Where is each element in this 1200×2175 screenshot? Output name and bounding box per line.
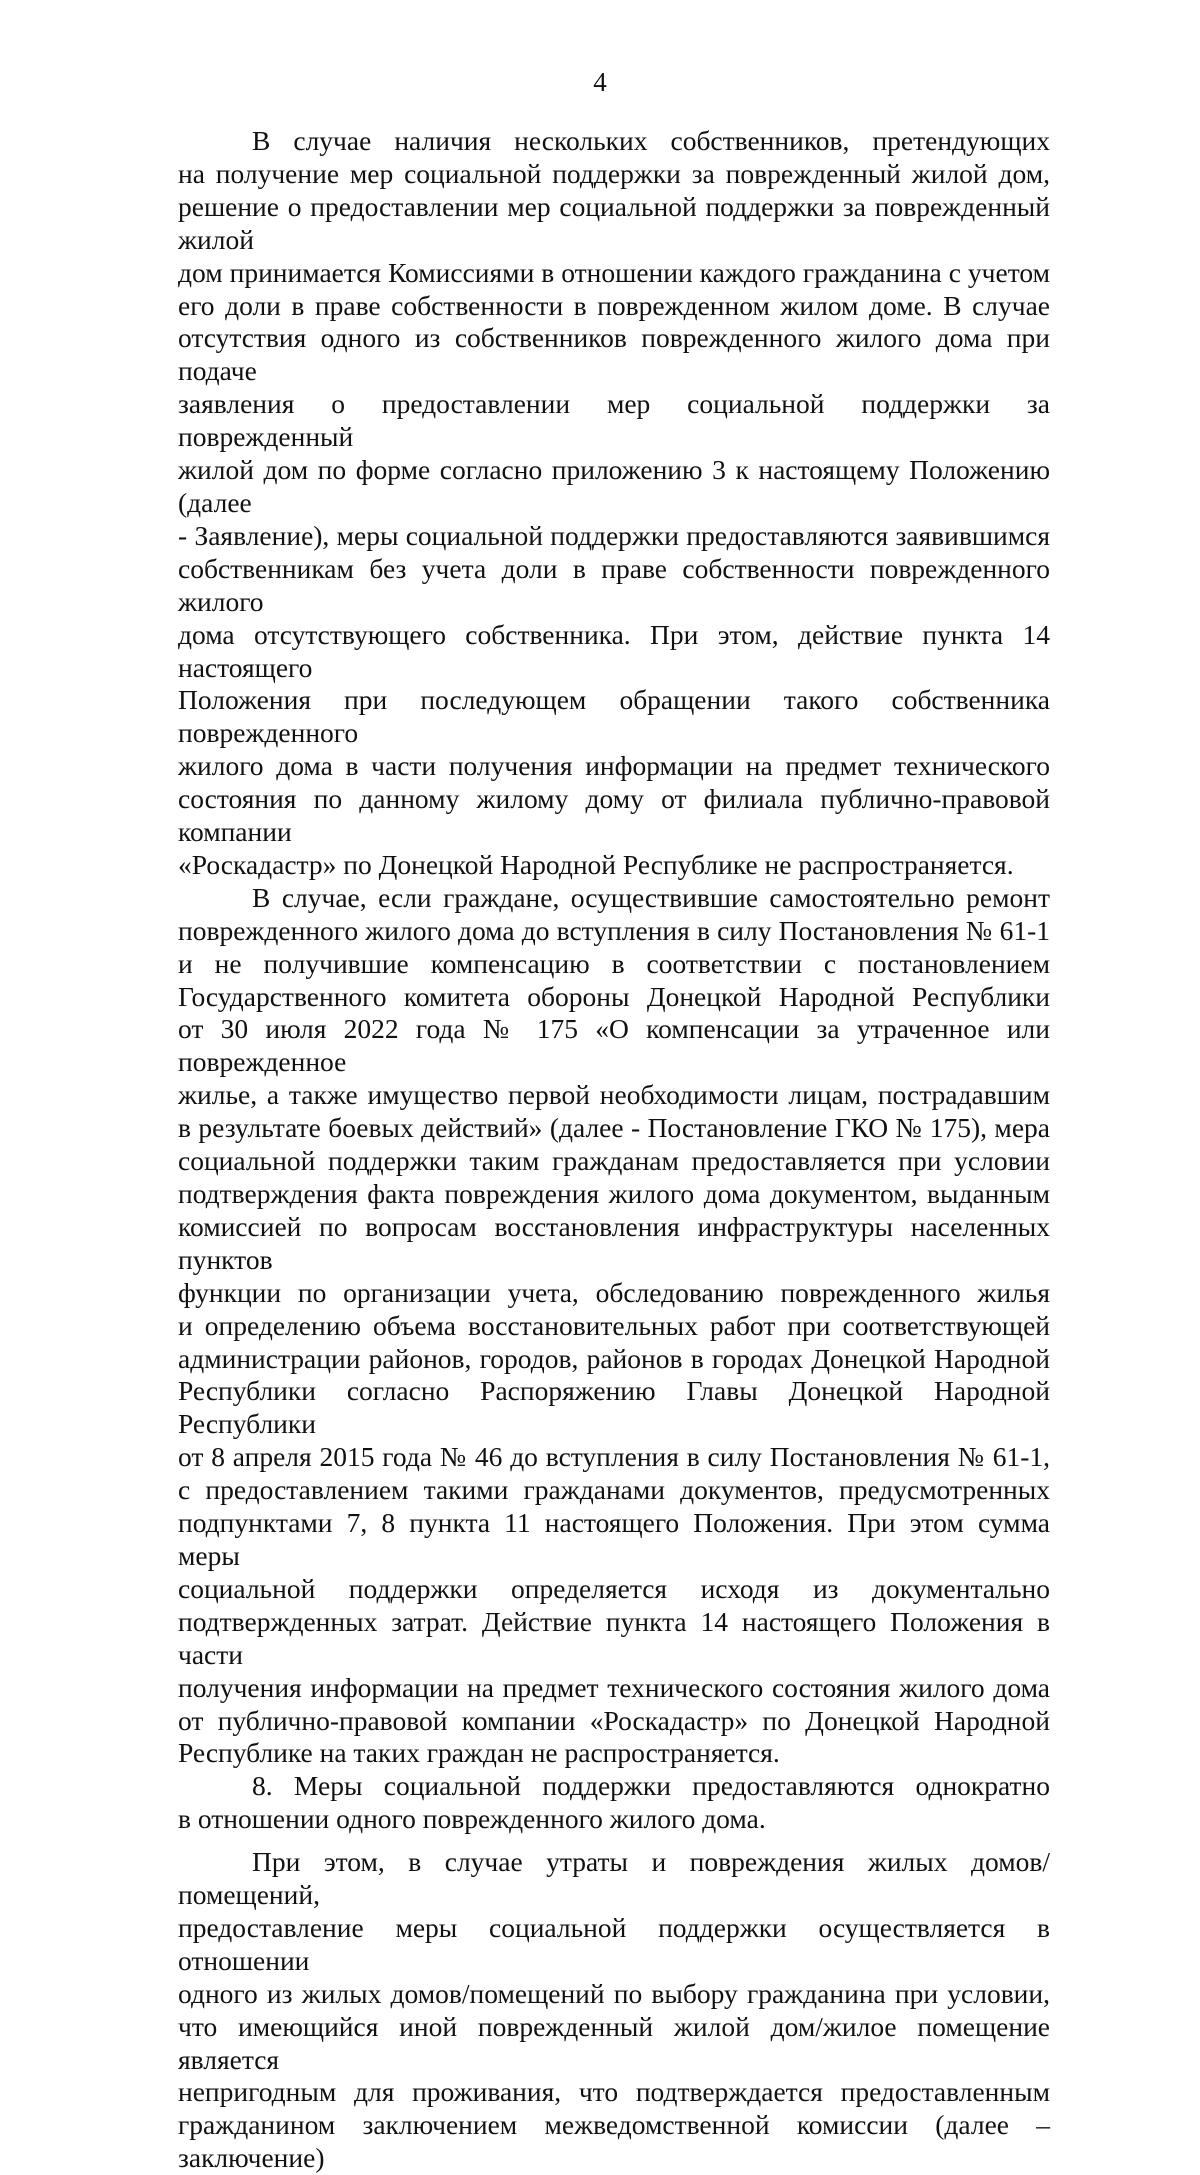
text-line: гражданином заключением межведомственной комиссии (далее – заключение) (178, 2109, 1050, 2174)
text-line: одного из жилых домов/помещений по выбору гражданина при условии, (178, 1977, 1050, 2009)
text-line: заявления о предоставлении мер социальной поддержки за поврежденный (178, 388, 1050, 453)
text-line: от 30 июля 2022 года № 175 «О компенсации за утраченное или поврежденное (178, 1013, 1050, 1078)
text-line: жилье, а также имущество первой необходимости лицам, пострадавшим (178, 1079, 1050, 1111)
text-line: В случае, если граждане, осуществившие самостоятельно ремонт (252, 881, 1050, 913)
text-line: дом принимается Комиссиями в отношении каждого гражданина с учетом (178, 256, 1050, 288)
text-line: состояния по данному жилому дому от филиала публично-правовой компании (178, 783, 1050, 848)
text-line: администрации районов, городов, районов в городах Донецкой Народной (178, 1342, 1050, 1374)
text-line: подтвержденных затрат. Действие пункта 14 настоящего Положения в части (178, 1605, 1050, 1670)
text-line: функции по организации учета, обследованию поврежденного жилья (178, 1276, 1050, 1308)
text-line: Республике на таких граждан не распространяется. (178, 1737, 780, 1769)
text-line: - Заявление), меры социальной поддержки предоставляются заявившимся (178, 519, 1050, 551)
text-line: на получение мер социальной поддержки за поврежденный жилой дом, (178, 157, 1050, 189)
text-line: жилого дома в части получения информации на предмет технического (178, 750, 1050, 782)
text-line: «Роскадастр» по Донецкой Народной Республике не распространяется. (178, 848, 1014, 880)
text-line: подтверждения факта повреждения жилого дома документом, выданным (178, 1178, 1050, 1209)
text-line: 8. Меры социальной поддержки предоставляются однократно (252, 1770, 1050, 1802)
text-line: В случае наличия нескольких собственников, претендующих (252, 125, 1050, 156)
text-line: предоставление меры социальной поддержки осуществляется в отношении (178, 1911, 1050, 1976)
text-line: При этом, в случае утраты и повреждения жилых домов/помещений, (178, 1846, 1050, 1911)
paragraph-co-owners (178, 125, 1050, 882)
text-line: и определению объема восстановительных работ при соответствующей (178, 1309, 1050, 1341)
page-number: 4 (593, 67, 607, 97)
text-line: от публично-правовой компании «Роскадастр» по Донецкой Народной (178, 1704, 1050, 1736)
text-line: получения информации на предмет технического состояния жилого дома (178, 1671, 1050, 1703)
text-line: социальной поддержки определяется исходя из документально (178, 1572, 1050, 1604)
text-line: Республики согласно Распоряжению Главы Донецкой Народной Республики (178, 1375, 1050, 1440)
paragraph-item-8 (178, 1770, 1050, 1836)
text-line: с предоставлением такими гражданами документов, предусмотренных (178, 1474, 1050, 1506)
text-line: решение о предоставлении мер социальной поддержки за поврежденный жилой (178, 190, 1050, 255)
text-line: подпунктами 7, 8 пункта 11 настоящего Положения. При этом сумма меры (178, 1507, 1050, 1571)
text-line: в результате боевых действий» (далее - Постановление ГКО № 175), мера (178, 1112, 1050, 1144)
text-line: поврежденного жилого дома до вступления в силу Постановления № 61-1 (178, 914, 1050, 946)
text-line: и не получившие компенсацию в соответствии с постановлением (178, 947, 1050, 979)
text-line: непригодным для проживания, что подтверждается предоставленным (178, 2076, 1050, 2108)
text-line: комиссией по вопросам восстановления инфраструктуры населенных пунктов (178, 1210, 1050, 1275)
text-line: его доли в праве собственности в поврежденном жилом доме. В случае (178, 289, 1050, 321)
text-line: отсутствия одного из собственников поврежденного жилого дома при подаче (178, 322, 1050, 387)
text-line: социальной поддержки таким гражданам предоставляется при условии (178, 1145, 1050, 1177)
text-line: от 8 апреля 2015 года № 46 до вступления в силу Постановления № 61-1, (178, 1441, 1050, 1473)
text-line: Государственного комитета обороны Донецкой Народной Республики (178, 980, 1050, 1012)
paragraph-self-repair (178, 882, 1050, 1770)
document-body (178, 125, 1050, 2175)
text-line: жилой дом по форме согласно приложению 3 к настоящему Положению (далее (178, 454, 1050, 518)
paragraph-multiple-dwellings (178, 1846, 1050, 2175)
text-line: собственникам без учета доли в праве собственности поврежденного жилого (178, 552, 1050, 617)
text-line: Положения при последующем обращении такого собственника поврежденного (178, 684, 1050, 749)
text-line: дома отсутствующего собственника. При этом, действие пункта 14 настоящего (178, 618, 1050, 683)
text-line: в отношении одного поврежденного жилого дома. (178, 1803, 766, 1835)
text-line: что имеющийся иной поврежденный жилой дом/жилое помещение является (178, 2010, 1050, 2075)
